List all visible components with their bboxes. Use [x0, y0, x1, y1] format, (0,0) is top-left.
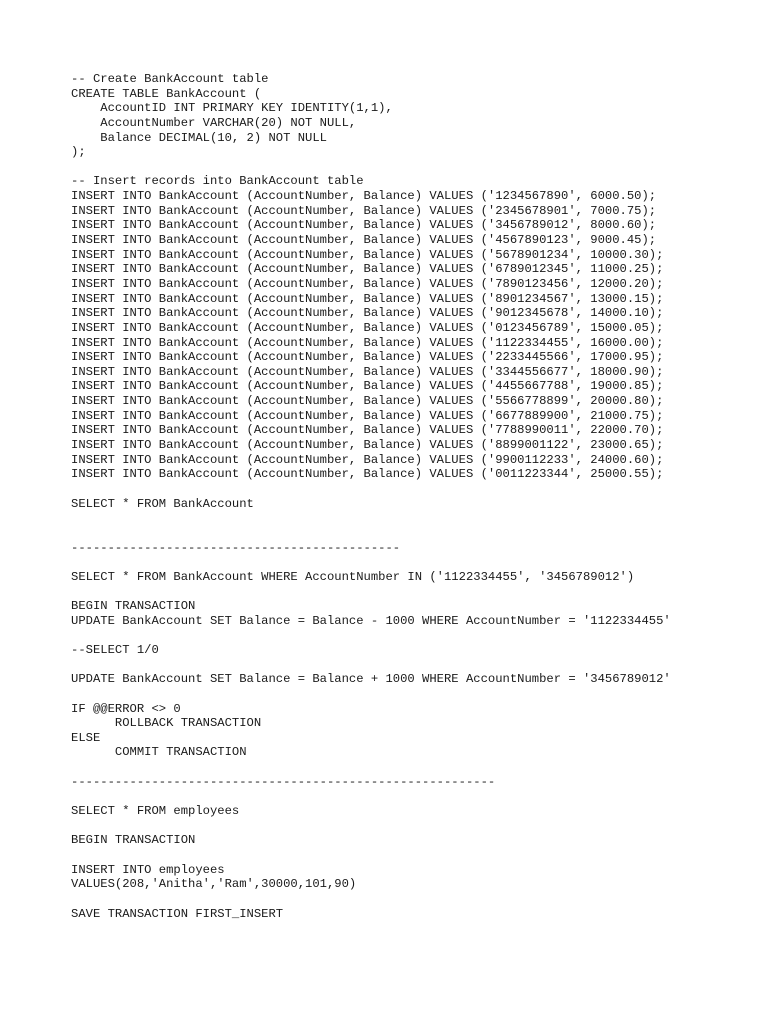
code-line: SELECT * FROM BankAccount	[71, 496, 254, 511]
code-line: BEGIN TRANSACTION	[71, 599, 196, 614]
code-line: ---------------------------------------------	[71, 540, 401, 555]
code-line: INSERT INTO BankAccount (AccountNumber, Balance) VALUES ('4567890123', 9000.45);	[71, 233, 657, 248]
code-line: Balance DECIMAL(10, 2) NOT NULL	[71, 130, 327, 145]
code-line: SELECT * FROM BankAccount WHERE AccountNumber IN ('1122334455', '3456789012')	[71, 569, 635, 584]
code-line: INSERT INTO BankAccount (AccountNumber, Balance) VALUES ('7788990011', 22000.70);	[71, 423, 664, 438]
code-line: SELECT * FROM employees	[71, 804, 240, 819]
code-line	[71, 760, 761, 775]
code-line	[71, 819, 761, 834]
code-line: -- Create BankAccount table	[71, 72, 269, 86]
code-line	[71, 848, 761, 863]
code-line: IF @@ERROR <> 0	[71, 701, 181, 716]
code-line	[71, 555, 761, 570]
code-line: AccountNumber VARCHAR(20) NOT NULL,	[71, 115, 357, 130]
code-line: INSERT INTO BankAccount (AccountNumber, Balance) VALUES ('6677889900', 21000.75);	[71, 408, 664, 423]
code-line: UPDATE BankAccount SET Balance = Balance + 1000 WHERE AccountNumber = '3456789012'	[71, 672, 671, 687]
code-line: INSERT INTO BankAccount (AccountNumber, Balance) VALUES ('8899001122', 23000.65);	[71, 438, 664, 453]
code-line: INSERT INTO BankAccount (AccountNumber, Balance) VALUES ('5678901234', 10000.30);	[71, 247, 664, 262]
code-line: INSERT INTO BankAccount (AccountNumber, Balance) VALUES ('9012345678', 14000.10);	[71, 306, 664, 321]
code-line: INSERT INTO BankAccount (AccountNumber, Balance) VALUES ('0123456789', 15000.05);	[71, 320, 664, 335]
code-line: --SELECT 1/0	[71, 642, 159, 657]
code-line: INSERT INTO BankAccount (AccountNumber, Balance) VALUES ('0011223344', 25000.55);	[71, 467, 664, 482]
code-line: INSERT INTO BankAccount (AccountNumber, Balance) VALUES ('3344556677', 18000.90);	[71, 364, 664, 379]
code-line	[71, 687, 761, 702]
code-line: AccountID INT PRIMARY KEY IDENTITY(1,1),	[71, 101, 393, 116]
code-line: UPDATE BankAccount SET Balance = Balance - 1000 WHERE AccountNumber = '1122334455'	[71, 613, 671, 628]
code-line: INSERT INTO employees	[71, 862, 225, 877]
code-line: );	[71, 145, 86, 160]
code-line	[71, 526, 761, 541]
code-line	[71, 482, 761, 497]
code-line	[71, 160, 761, 175]
code-line: INSERT INTO BankAccount (AccountNumber, Balance) VALUES ('4455667788', 19000.85);	[71, 379, 664, 394]
code-line: INSERT INTO BankAccount (AccountNumber, Balance) VALUES ('2233445566', 17000.95);	[71, 350, 664, 365]
code-line: SAVE TRANSACTION FIRST_INSERT	[71, 906, 284, 921]
sql-document	[71, 72, 761, 921]
code-line: BEGIN TRANSACTION	[71, 833, 196, 848]
code-line: INSERT INTO BankAccount (AccountNumber, Balance) VALUES ('8901234567', 13000.15);	[71, 291, 664, 306]
code-line: CREATE TABLE BankAccount (	[71, 86, 262, 101]
code-line	[71, 511, 761, 526]
code-line: VALUES(208,'Anitha','Ram',30000,101,90)	[71, 877, 357, 892]
code-line	[71, 892, 761, 907]
code-line	[71, 584, 761, 599]
code-line: -- Insert records into BankAccount table	[71, 174, 364, 189]
code-line: INSERT INTO BankAccount (AccountNumber, Balance) VALUES ('3456789012', 8000.60);	[71, 218, 657, 233]
code-line	[71, 628, 761, 643]
code-line: ROLLBACK TRANSACTION	[71, 716, 262, 731]
code-line: ----------------------------------------------------------	[71, 774, 496, 789]
code-line: INSERT INTO BankAccount (AccountNumber, Balance) VALUES ('5566778899', 20000.80);	[71, 394, 664, 409]
code-line: ELSE	[71, 730, 101, 745]
code-line: COMMIT TRANSACTION	[71, 745, 247, 760]
code-line: INSERT INTO BankAccount (AccountNumber, Balance) VALUES ('7890123456', 12000.20);	[71, 276, 664, 291]
code-line: INSERT INTO BankAccount (AccountNumber, Balance) VALUES ('1234567890', 6000.50);	[71, 189, 657, 204]
code-line	[71, 658, 761, 673]
code-line: INSERT INTO BankAccount (AccountNumber, Balance) VALUES ('2345678901', 7000.75);	[71, 203, 657, 218]
code-line: INSERT INTO BankAccount (AccountNumber, Balance) VALUES ('1122334455', 16000.00);	[71, 335, 664, 350]
code-line: INSERT INTO BankAccount (AccountNumber, Balance) VALUES ('6789012345', 11000.25);	[71, 262, 664, 277]
code-line: INSERT INTO BankAccount (AccountNumber, Balance) VALUES ('9900112233', 24000.60);	[71, 452, 664, 467]
code-line	[71, 789, 761, 804]
